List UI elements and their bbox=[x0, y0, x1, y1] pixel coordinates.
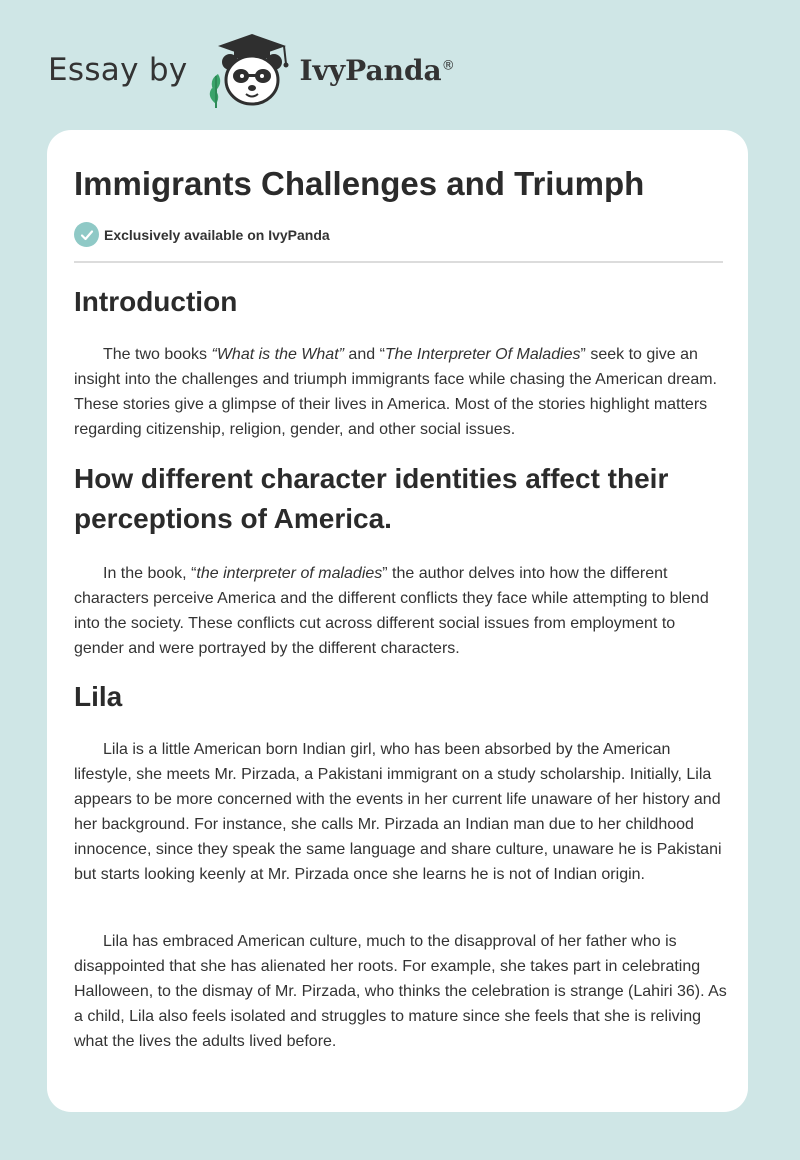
section-heading: Introduction bbox=[74, 286, 238, 317]
exclusive-label: Exclusively available on IvyPanda bbox=[104, 226, 330, 243]
essay-by-label: Essay by bbox=[48, 52, 188, 88]
section-heading: Lila bbox=[74, 681, 123, 712]
site-header bbox=[48, 30, 455, 110]
paragraph: The two books “What is the What” and “The Interpreter Of Maladies” seek to give an insight into the challenges and triumph immigrants face while chasing the American dream. These stories give a glimpse of their lives in America. Most of the stories highlight matters regarding citizenship, religion, gender, and other social issues. bbox=[74, 346, 717, 438]
panda-graduate-icon bbox=[204, 30, 296, 110]
paragraph: Lila is a little American born Indian girl, who has been absorbed by the American lifestyle, she meets Mr. Pirzada, a Pakistani immigrant on a study scholarship. Initially, Lila appears to be more concerned with the events in her current life unaware of her history and her background. For instance, she calls Mr. Pirzada an Indian man due to her childhood innocence, since they speak the same language and share culture, unaware he is Pakistani but starts looking keenly at Mr. Pirzada once she learns he is not of Indian origin. bbox=[74, 741, 722, 883]
paragraph: Lila has embraced American culture, much to the disapproval of her father who is disappointed that she has alienated her roots. For example, she takes part in celebrating Halloween, to the dismay of Mr. Pirzada, who thinks the celebration is strange (Lahiri 36). As a child, Lila also feels isolated and struggles to mature since she feels that she is reliving what the lives the adults lived before. bbox=[74, 933, 727, 1050]
check-circle-icon bbox=[74, 222, 99, 247]
exclusive-badge bbox=[74, 222, 330, 247]
page-title: Immigrants Challenges and Triumph bbox=[74, 165, 645, 202]
essay-card bbox=[47, 130, 748, 1112]
brand-name: IvyPanda® bbox=[299, 53, 455, 87]
section-heading: How different character identities affect their perceptions of America. bbox=[74, 463, 669, 534]
divider bbox=[74, 261, 723, 263]
paragraph: In the book, “the interpreter of maladies” the author delves into how the different characters perceive America and the different conflicts they face while attempting to blend into the society. These conflicts cut across different social issues from employment to gender and were portrayed by the different characters. bbox=[74, 565, 709, 657]
